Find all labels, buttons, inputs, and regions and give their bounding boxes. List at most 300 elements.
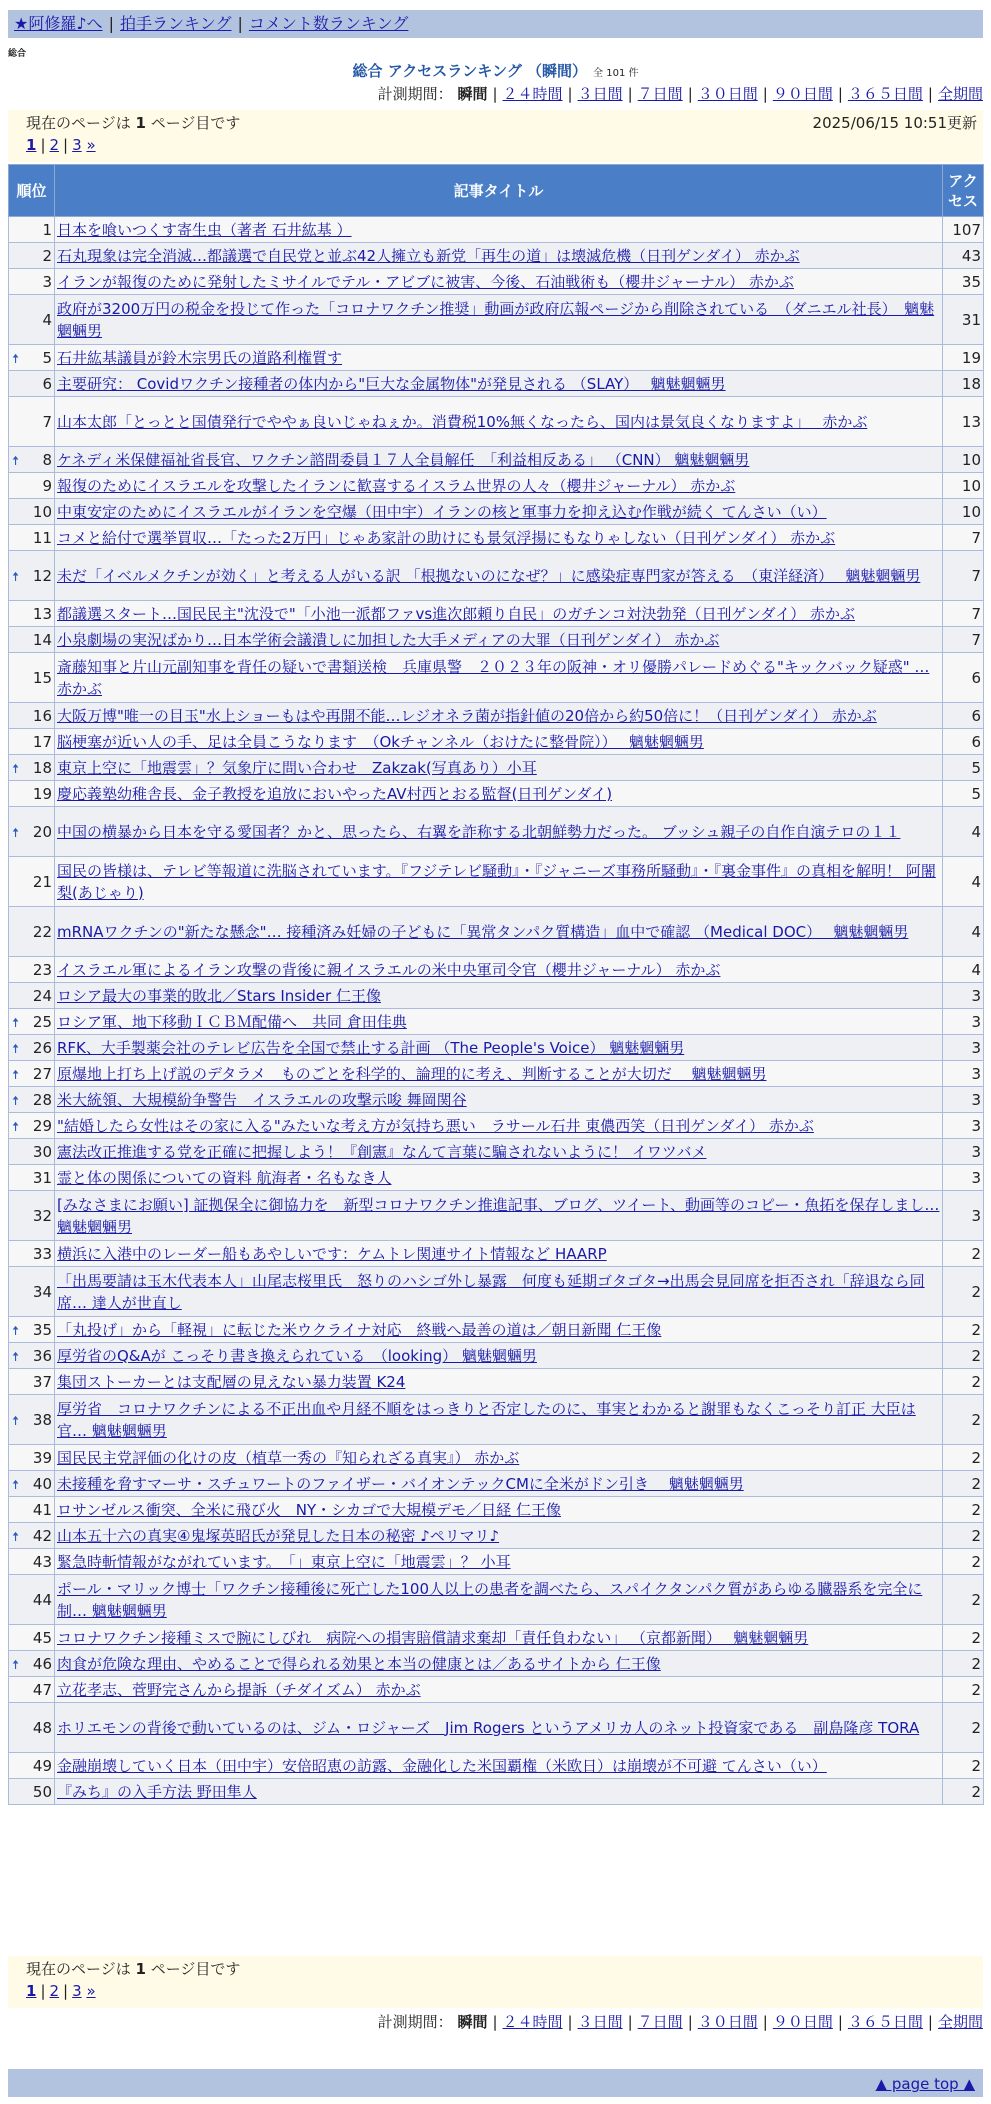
rank-cell bbox=[9, 1139, 55, 1165]
title-cell bbox=[55, 1139, 943, 1165]
title-cell bbox=[55, 1753, 943, 1779]
access-count: 2 bbox=[943, 1703, 984, 1753]
updated-timestamp: 2025/06/15 10:51更新 bbox=[812, 114, 977, 132]
access-count: 107 bbox=[943, 217, 984, 243]
rank-cell bbox=[9, 1317, 55, 1343]
rank-number: 24 bbox=[32, 986, 52, 1005]
table-row bbox=[9, 1343, 984, 1369]
rank-cell bbox=[9, 1753, 55, 1779]
title-cell bbox=[55, 957, 943, 983]
table-row bbox=[9, 525, 984, 551]
title-cell bbox=[55, 525, 943, 551]
page-top-link[interactable]: ▲ page top ▲ bbox=[875, 2075, 975, 2093]
total-count: 全 101 件 bbox=[593, 68, 639, 79]
rank-up-arrow-icon: 🠅 bbox=[12, 1119, 20, 1135]
access-count: 31 bbox=[943, 295, 984, 345]
rank-number: 9 bbox=[42, 476, 52, 495]
rank-number: 1 bbox=[42, 220, 52, 239]
rank-cell bbox=[9, 1651, 55, 1677]
rank-number: 16 bbox=[32, 706, 52, 725]
rank-cell bbox=[9, 217, 55, 243]
title-cell bbox=[55, 1061, 943, 1087]
rank-cell bbox=[9, 957, 55, 983]
title-cell bbox=[55, 1009, 943, 1035]
title-cell bbox=[55, 1113, 943, 1139]
rank-cell bbox=[9, 1575, 55, 1625]
table-row bbox=[9, 907, 984, 957]
article-link[interactable]: ホリエモンの背後で動いているのは、ジム・ロジャーズ Jim Rogers というアメリカ人のネット投資家である 副島隆彦 TORA bbox=[57, 1718, 920, 1737]
access-count: 2 bbox=[943, 1471, 984, 1497]
article-link[interactable]: 国民の皆様は、テレビ等報道に洗脳されています。『フジテレビ騒動』・『ジャニーズ事務所騒動』・『裏金事件』の真相を解明！ 阿闍梨(あじゃり) bbox=[57, 861, 936, 902]
table-row bbox=[9, 1497, 984, 1523]
page-suffix: ページ目です bbox=[150, 1960, 241, 1978]
rank-number: 44 bbox=[32, 1590, 52, 1609]
rank-number: 47 bbox=[32, 1680, 52, 1699]
title-cell bbox=[55, 1625, 943, 1651]
page-link-2[interactable]: 2 bbox=[49, 136, 60, 154]
rank-number: 13 bbox=[32, 604, 52, 623]
rank-number: 35 bbox=[32, 1320, 52, 1339]
access-count: 5 bbox=[943, 755, 984, 781]
article-link[interactable]: 未だ「イベルメクチンが効く」と考える人がいる訳 「根拠ないのになぜ？」に感染症専門家が答える （東洋経済） 魑魅魍魎男 bbox=[57, 566, 921, 585]
table-row bbox=[9, 1395, 984, 1445]
table-row bbox=[9, 1549, 984, 1575]
article-link[interactable]: 山本太郎「とっとと国債発行でややぁ良いじゃねぇか。消費税10%無くなったら、国内は景気良くなりますよ」 赤かぶ bbox=[57, 412, 868, 431]
rank-number: 11 bbox=[32, 528, 52, 547]
title-cell bbox=[55, 1549, 943, 1575]
title-cell bbox=[55, 371, 943, 397]
home-link[interactable]: ★阿修羅♪へ bbox=[14, 14, 103, 33]
rank-cell bbox=[9, 1497, 55, 1523]
category-label: 総合 bbox=[8, 49, 27, 59]
rank-number: 49 bbox=[32, 1756, 52, 1775]
access-count: 3 bbox=[943, 1061, 984, 1087]
rank-number: 20 bbox=[32, 822, 52, 841]
nav-separator: | bbox=[237, 14, 243, 33]
rank-cell bbox=[9, 447, 55, 473]
rank-cell bbox=[9, 1471, 55, 1497]
title-cell bbox=[55, 1523, 943, 1549]
access-count: 4 bbox=[943, 807, 984, 857]
access-count: 3 bbox=[943, 983, 984, 1009]
period-90days[interactable]: ９０日間 bbox=[772, 85, 833, 103]
access-count: 4 bbox=[943, 957, 984, 983]
article-link[interactable]: 都議選スタート…国民民主"沈没で"「小池一派都ファvs進次郎頼り自民」のガチンコ対決勃発（日刊ゲンダイ） 赤かぶ bbox=[57, 604, 856, 623]
table-row bbox=[9, 1035, 984, 1061]
rank-number: 28 bbox=[32, 1090, 52, 1109]
title-cell bbox=[55, 1267, 943, 1317]
article-link[interactable]: ポール・マリック博士「ワクチン接種後に死亡した100人以上の患者を調べたら、スパイクタンパク質があらゆる臓器系を完全に制… 魑魅魍魎男 bbox=[57, 1579, 923, 1620]
table-row bbox=[9, 1369, 984, 1395]
access-count: 6 bbox=[943, 729, 984, 755]
table-row bbox=[9, 703, 984, 729]
article-link[interactable]: イスラエル軍によるイラン攻撃の背後に親イスラエルの米中央軍司令官（櫻井ジャーナル） 赤かぶ bbox=[57, 960, 721, 979]
access-count: 6 bbox=[943, 653, 984, 703]
rank-number: 37 bbox=[32, 1372, 52, 1391]
page-prefix: 現在のページは bbox=[26, 1960, 131, 1978]
rank-number: 5 bbox=[42, 348, 52, 367]
access-count: 2 bbox=[943, 1549, 984, 1575]
title-cell bbox=[55, 1035, 943, 1061]
title-cell bbox=[55, 1241, 943, 1267]
rank-number: 33 bbox=[32, 1244, 52, 1263]
table-row bbox=[9, 371, 984, 397]
period-7days[interactable]: ７日間 bbox=[637, 85, 683, 103]
table-row bbox=[9, 1139, 984, 1165]
article-link[interactable]: 小泉劇場の実況ばかり…日本学術会議潰しに加担した大手メディアの大罪（日刊ゲンダイ） 赤かぶ bbox=[57, 630, 720, 649]
article-link[interactable]: 主要研究： Covidワクチン接種者の体内から"巨大な金属物体"が発見される （SLAY） 魑魅魍魎男 bbox=[57, 374, 726, 393]
article-link[interactable]: 山本五十六の真実④鬼塚英昭氏が発見した日本の秘密 ♪ペリマリ♪ bbox=[57, 1526, 500, 1545]
page-suffix: ページ目です bbox=[150, 114, 241, 132]
title-cell bbox=[55, 551, 943, 601]
title-cell bbox=[55, 345, 943, 371]
period-all[interactable]: 全期間 bbox=[937, 2013, 983, 2031]
table-row bbox=[9, 1703, 984, 1753]
article-link[interactable]: 原爆地上打ち上げ説のデタラメ ものごとを科学的、論理的に考え、判断することが大切だ 魑魅魍魎男 bbox=[57, 1064, 767, 1083]
page-title bbox=[0, 60, 991, 81]
rank-cell bbox=[9, 243, 55, 269]
comment-ranking-link[interactable]: コメント数ランキング bbox=[248, 14, 409, 33]
article-link[interactable]: 大阪万博"唯一の目玉"水上ショーもはや再開不能…レジオネラ菌が指針値の20倍から約50倍に！（日刊ゲンダイ） 赤かぶ bbox=[57, 706, 877, 725]
ranking-table-body bbox=[9, 217, 984, 1805]
rank-number: 14 bbox=[32, 630, 52, 649]
period-label: 計測期間： bbox=[377, 2013, 453, 2031]
rank-number: 8 bbox=[42, 450, 52, 469]
title-cell bbox=[55, 1677, 943, 1703]
table-row bbox=[9, 983, 984, 1009]
access-count: 2 bbox=[943, 1445, 984, 1471]
rank-up-arrow-icon: 🠅 bbox=[12, 1349, 20, 1365]
article-link[interactable]: コメと給付で選挙買収…「たった2万円」じゃあ家計の助けにも景気浮揚にもなりゃしない（日刊ゲンダイ） 赤かぶ bbox=[57, 528, 836, 547]
page-title-text: 総合 アクセスランキング （瞬間） bbox=[352, 62, 588, 80]
access-count: 7 bbox=[943, 525, 984, 551]
article-link[interactable]: 中東安定のためにイスラエルがイランを空爆（田中宇）イランの核と軍事力を抑え込む作戦が続く てんさい（い） bbox=[57, 502, 827, 521]
rank-cell bbox=[9, 1241, 55, 1267]
rank-number: 48 bbox=[32, 1718, 52, 1737]
period-365days[interactable]: ３６５日間 bbox=[847, 85, 923, 103]
rank-number: 10 bbox=[32, 502, 52, 521]
title-cell bbox=[55, 781, 943, 807]
rank-number: 31 bbox=[32, 1168, 52, 1187]
title-cell bbox=[55, 295, 943, 345]
access-count: 43 bbox=[943, 243, 984, 269]
page-link-2[interactable]: 2 bbox=[49, 1982, 60, 2000]
table-row bbox=[9, 1779, 984, 1805]
title-cell bbox=[55, 857, 943, 907]
table-row bbox=[9, 447, 984, 473]
page-links bbox=[26, 134, 965, 156]
article-link[interactable]: 厚労省 コロナワクチンによる不正出血や月経不順をはっきりと否定したのに、事実とわかると謝罪もなくこっそり訂正 大臣は官… 魑魅魍魎男 bbox=[57, 1399, 916, 1440]
article-link[interactable]: 『みち』の入手方法 野田隼人 bbox=[57, 1782, 257, 1801]
article-link[interactable]: 横浜に入港中のレーダー船もあやしいです：ケムトレ関連サイト情報など HAARP bbox=[57, 1244, 607, 1263]
rank-cell bbox=[9, 1343, 55, 1369]
table-row bbox=[9, 1191, 984, 1241]
current-page-number: 1 bbox=[135, 114, 146, 132]
table-row bbox=[9, 1241, 984, 1267]
title-cell bbox=[55, 269, 943, 295]
page-links bbox=[26, 1980, 965, 2002]
table-row bbox=[9, 499, 984, 525]
period-selector-top: 計測期間： 瞬間 | ２４時間 | ３日間 | ７日間 | ３０日間 | ９０日間 | ３６５日間 | 全期間 bbox=[377, 85, 983, 103]
access-count: 2 bbox=[943, 1651, 984, 1677]
period-instant: 瞬間 bbox=[457, 2013, 488, 2031]
access-count: 2 bbox=[943, 1369, 984, 1395]
title-cell bbox=[55, 1087, 943, 1113]
access-count: 6 bbox=[943, 703, 984, 729]
article-link[interactable]: "結婚したら女性はその家に入る"みたいな考え方が気持ち悪い ラサール石井 東儂西笑（日刊ゲンダイ） 赤かぶ bbox=[57, 1116, 814, 1135]
rank-cell bbox=[9, 1061, 55, 1087]
table-row bbox=[9, 1625, 984, 1651]
access-count: 5 bbox=[943, 781, 984, 807]
rank-number: 43 bbox=[32, 1552, 52, 1571]
rank-number: 12 bbox=[32, 566, 52, 585]
article-link[interactable]: [みなさまにお願い] 証拠保全に御協力を 新型コロナワクチン推進記事、ブログ、ツイート、動画等のコピー・魚拓を保存しまし… 魑魅魍魎男 bbox=[57, 1195, 940, 1236]
article-link[interactable]: 脳梗塞が近い人の手、足は全員こうなります （Okチャンネル（おけたに整骨院）） 魑魅魍魎男 bbox=[57, 732, 704, 751]
article-link[interactable]: 金融崩壊していく日本（田中宇）安倍昭恵の訪露、金融化した米国覇権（米欧日）は崩壊が不可避 てんさい（い） bbox=[57, 1756, 827, 1775]
article-link[interactable]: 集団ストーカーとは支配層の見えない暴力装置 K24 bbox=[57, 1372, 406, 1391]
period-30days[interactable]: ３０日間 bbox=[697, 2013, 758, 2031]
title-cell bbox=[55, 1191, 943, 1241]
article-link[interactable]: コロナワクチン接種ミスで腕にしびれ 病院への損害賠償請求棄却「責任負わない」 （京都新聞） 魑魅魍魎男 bbox=[57, 1628, 809, 1647]
article-link[interactable]: mRNAワクチンの"新たな懸念"… 接種済み妊婦の子どもに「異常タンパク質構造」血中で確認 （Medical DOC） 魑魅魍魎男 bbox=[57, 922, 909, 941]
rank-cell bbox=[9, 1035, 55, 1061]
rank-cell bbox=[9, 983, 55, 1009]
page-link-3[interactable]: 3 bbox=[72, 1982, 82, 2000]
period-90days[interactable]: ９０日間 bbox=[772, 2013, 833, 2031]
article-link[interactable]: ロシア最大の事業的敗北／Stars Insider 仁王像 bbox=[57, 986, 381, 1005]
rank-number: 3 bbox=[42, 272, 52, 291]
period-7days[interactable]: ７日間 bbox=[637, 2013, 683, 2031]
rank-up-arrow-icon: 🠅 bbox=[12, 761, 20, 777]
table-row bbox=[9, 243, 984, 269]
rank-cell bbox=[9, 371, 55, 397]
rank-number: 42 bbox=[32, 1526, 52, 1545]
access-count: 2 bbox=[943, 1779, 984, 1805]
rank-cell bbox=[9, 601, 55, 627]
title-cell bbox=[55, 1343, 943, 1369]
access-count: 2 bbox=[943, 1677, 984, 1703]
rank-cell bbox=[9, 1191, 55, 1241]
table-row bbox=[9, 1267, 984, 1317]
rank-cell bbox=[9, 1113, 55, 1139]
table-row bbox=[9, 1317, 984, 1343]
article-link[interactable]: 報復のためにイスラエルを攻撃したイランに歓喜するイスラム世界の人々（櫻井ジャーナル） 赤かぶ bbox=[57, 476, 736, 495]
period-instant: 瞬間 bbox=[457, 85, 488, 103]
access-count: 10 bbox=[943, 473, 984, 499]
period-24h[interactable]: ２４時間 bbox=[502, 2013, 563, 2031]
title-cell bbox=[55, 1317, 943, 1343]
top-nav-bar bbox=[8, 10, 983, 38]
rank-number: 22 bbox=[32, 922, 52, 941]
rank-up-arrow-icon: 🠅 bbox=[12, 1041, 20, 1057]
title-cell bbox=[55, 1445, 943, 1471]
title-cell bbox=[55, 1497, 943, 1523]
title-cell bbox=[55, 1703, 943, 1753]
article-link[interactable]: RFK、大手製薬会社のテレビ広告を全国で禁止する計画 （The People's Voice） 魑魅魍魎男 bbox=[57, 1038, 685, 1057]
article-link[interactable]: 中国の横暴から日本を守る愛国者？かと、思ったら、右翼を詐称する北朝鮮勢力だった。 ブッシュ親子の自作自演テロの１１ bbox=[57, 822, 901, 841]
access-count: 3 bbox=[943, 1165, 984, 1191]
title-cell bbox=[55, 447, 943, 473]
table-row bbox=[9, 295, 984, 345]
rank-up-arrow-icon: 🠅 bbox=[12, 1529, 20, 1545]
rank-number: 25 bbox=[32, 1012, 52, 1031]
rank-cell bbox=[9, 653, 55, 703]
rank-number: 18 bbox=[32, 758, 52, 777]
article-link[interactable]: 緊急時斬情報がながれています。 「」東京上空に「地震雲」？ 小耳 bbox=[57, 1552, 511, 1571]
article-link[interactable]: 斎藤知事と片山元副知事を背任の疑いで書類送検 兵庫県警 ２０２３年の阪神・オリ優勝パレードめぐる"キックバック疑惑" … 赤かぶ bbox=[57, 657, 930, 698]
access-column-header: アクセス bbox=[943, 165, 984, 217]
page-separator: | bbox=[40, 1982, 46, 2000]
table-row bbox=[9, 473, 984, 499]
article-link[interactable]: 石丸現象は完全消滅…都議選で自民党と並ぶ42人擁立も新党「再生の道」は壊滅危機（日刊ゲンダイ） 赤かぶ bbox=[57, 246, 800, 265]
access-count: 4 bbox=[943, 857, 984, 907]
article-link[interactable]: 石井紘基議員が鈴木宗男氏の道路利権質す bbox=[57, 348, 343, 367]
article-link[interactable]: 「出馬要請は玉木代表本人」山尾志桜里氏 怒りのハシゴ外し暴露 何度も延期ゴタゴタ→出馬会見同席を拒否され「辞退なら同席… 達人が世直し bbox=[57, 1271, 925, 1312]
rank-cell bbox=[9, 1625, 55, 1651]
access-count: 7 bbox=[943, 551, 984, 601]
rank-number: 50 bbox=[32, 1782, 52, 1801]
next-page-link[interactable]: » bbox=[86, 1982, 96, 2000]
table-row bbox=[9, 1753, 984, 1779]
rank-cell bbox=[9, 499, 55, 525]
access-count: 35 bbox=[943, 269, 984, 295]
table-header-row bbox=[9, 165, 984, 217]
table-row bbox=[9, 755, 984, 781]
rank-up-arrow-icon: 🠅 bbox=[12, 1067, 20, 1083]
rank-number: 40 bbox=[32, 1474, 52, 1493]
title-cell bbox=[55, 217, 943, 243]
access-count: 3 bbox=[943, 1113, 984, 1139]
rank-cell bbox=[9, 1009, 55, 1035]
table-row bbox=[9, 1061, 984, 1087]
access-count: 2 bbox=[943, 1575, 984, 1625]
table-row bbox=[9, 1523, 984, 1549]
table-row bbox=[9, 601, 984, 627]
access-count: 7 bbox=[943, 627, 984, 653]
title-cell bbox=[55, 807, 943, 857]
table-row bbox=[9, 1009, 984, 1035]
article-link[interactable]: 日本を喰いつくす寄生虫（著者 石井紘基 ） bbox=[57, 220, 352, 239]
article-link[interactable]: 厚労省のQ&Aが こっそり書き換えられている （looking） 魑魅魍魎男 bbox=[57, 1346, 537, 1365]
period-365days[interactable]: ３６５日間 bbox=[847, 2013, 923, 2031]
article-link[interactable]: イランが報復のために発射したミサイルでテル・アビブに被害、今後、石油戦術も（櫻井ジャーナル） 赤かぶ bbox=[57, 272, 794, 291]
rank-cell bbox=[9, 1677, 55, 1703]
table-row bbox=[9, 1471, 984, 1497]
title-cell bbox=[55, 627, 943, 653]
table-row bbox=[9, 1575, 984, 1625]
title-cell bbox=[55, 499, 943, 525]
article-link[interactable]: 未接種を脅すマーサ・スチュワートのファイザー・バイオンテックCMに全米がドン引き 魑魅魍魎男 bbox=[57, 1474, 744, 1493]
rank-number: 29 bbox=[32, 1116, 52, 1135]
access-count: 2 bbox=[943, 1625, 984, 1651]
rank-number: 32 bbox=[32, 1206, 52, 1225]
article-link[interactable]: 憲法改正推進する党を正確に把握しよう！『創憲』なんて言葉に騙されないように！ イワツバメ bbox=[57, 1142, 707, 1161]
table-row bbox=[9, 345, 984, 371]
access-count: 2 bbox=[943, 1497, 984, 1523]
title-cell bbox=[55, 907, 943, 957]
rank-cell bbox=[9, 397, 55, 447]
rank-number: 4 bbox=[42, 310, 52, 329]
table-row bbox=[9, 269, 984, 295]
article-link[interactable]: 霊と体の関係についての資料 航海者・名もなき人 bbox=[57, 1168, 392, 1187]
rank-cell bbox=[9, 1523, 55, 1549]
rank-cell bbox=[9, 345, 55, 371]
table-row bbox=[9, 807, 984, 857]
rank-number: 23 bbox=[32, 960, 52, 979]
page-link-1[interactable]: 1 bbox=[26, 136, 37, 154]
table-row bbox=[9, 1087, 984, 1113]
table-row bbox=[9, 957, 984, 983]
article-link[interactable]: 国民民主党評価の化けの皮（植草一秀の『知られざる真実』） 赤かぶ bbox=[57, 1448, 520, 1467]
rank-cell bbox=[9, 807, 55, 857]
rank-up-arrow-icon: 🠅 bbox=[12, 453, 20, 469]
article-link[interactable]: 東京上空に「地震雲」？気象庁に問い合わせ Zakzak(写真あり）小耳 bbox=[57, 758, 537, 777]
access-count: 2 bbox=[943, 1523, 984, 1549]
rank-up-arrow-icon: 🠅 bbox=[12, 1477, 20, 1493]
article-link[interactable]: 肉食が危険な理由、やめることで得られる効果と本当の健康とは／あるサイトから 仁王像 bbox=[57, 1654, 661, 1673]
article-link[interactable]: 米大統領、大規模紛争警告 イスラエルの攻撃示唆 舞岡関谷 bbox=[57, 1090, 467, 1109]
rank-number: 27 bbox=[32, 1064, 52, 1083]
page-link-1[interactable]: 1 bbox=[26, 1982, 37, 2000]
period-24h[interactable]: ２４時間 bbox=[502, 85, 563, 103]
table-row bbox=[9, 1677, 984, 1703]
nav-separator: | bbox=[108, 14, 114, 33]
article-link[interactable]: 立花孝志、菅野完さんから提訴（チダイズム） 赤かぶ bbox=[57, 1680, 421, 1699]
rank-up-arrow-icon: 🠅 bbox=[12, 1657, 20, 1673]
article-link[interactable]: 「丸投げ」から「軽視」に転じた米ウクライナ対応 終戦へ最善の道は／朝日新聞 仁王像 bbox=[57, 1320, 662, 1339]
period-selector-bottom: 計測期間： 瞬間 | ２４時間 | ３日間 | ７日間 | ３０日間 | ９０日間 | ３６５日間 | 全期間 bbox=[377, 2013, 983, 2031]
applause-ranking-link[interactable]: 拍手ランキング bbox=[119, 14, 232, 33]
table-row bbox=[9, 1651, 984, 1677]
title-cell bbox=[55, 1369, 943, 1395]
table-row bbox=[9, 1165, 984, 1191]
rank-number: 2 bbox=[42, 246, 52, 265]
page-link-3[interactable]: 3 bbox=[72, 136, 82, 154]
access-count: 2 bbox=[943, 1267, 984, 1317]
table-row bbox=[9, 1113, 984, 1139]
rank-cell bbox=[9, 1703, 55, 1753]
period-all[interactable]: 全期間 bbox=[937, 85, 983, 103]
access-count: 3 bbox=[943, 1009, 984, 1035]
article-link[interactable]: 慶応義塾幼稚舎長、金子教授を追放においやったAV村西とおる監督(日刊ゲンダイ) bbox=[57, 784, 613, 803]
next-page-link[interactable]: » bbox=[86, 136, 96, 154]
rank-cell bbox=[9, 1549, 55, 1575]
period-label: 計測期間： bbox=[377, 85, 453, 103]
rank-cell bbox=[9, 755, 55, 781]
rank-cell bbox=[9, 627, 55, 653]
title-cell bbox=[55, 601, 943, 627]
rank-cell bbox=[9, 729, 55, 755]
title-cell bbox=[55, 703, 943, 729]
article-link[interactable]: ロシア軍、地下移動ＩＣＢＭ配備へ 共同 倉田佳典 bbox=[57, 1012, 407, 1031]
rank-number: 46 bbox=[32, 1654, 52, 1673]
access-count: 3 bbox=[943, 1087, 984, 1113]
period-3days[interactable]: ３日間 bbox=[577, 85, 623, 103]
period-3days[interactable]: ３日間 bbox=[577, 2013, 623, 2031]
bottom-bar bbox=[8, 2069, 983, 2097]
table-row bbox=[9, 729, 984, 755]
access-count: 2 bbox=[943, 1753, 984, 1779]
article-link[interactable]: 政府が3200万円の税金を投じて作った「コロナワクチン推奨」動画が政府広報ページから削除されている （ダニエル社長） 魑魅魍魎男 bbox=[57, 299, 935, 340]
title-cell bbox=[55, 397, 943, 447]
access-count: 4 bbox=[943, 907, 984, 957]
rank-up-arrow-icon: 🠅 bbox=[12, 351, 20, 367]
period-30days[interactable]: ３０日間 bbox=[697, 85, 758, 103]
article-link[interactable]: ロサンゼルス衝突、全米に飛び火 NY・シカゴで大規模デモ／日経 仁王像 bbox=[57, 1500, 561, 1519]
rank-cell bbox=[9, 1165, 55, 1191]
article-link[interactable]: ケネディ米保健福祉省長官、ワクチン諮問委員１７人全員解任 「利益相反ある」 （CNN） 魑魅魍魎男 bbox=[57, 450, 750, 469]
rank-cell bbox=[9, 525, 55, 551]
